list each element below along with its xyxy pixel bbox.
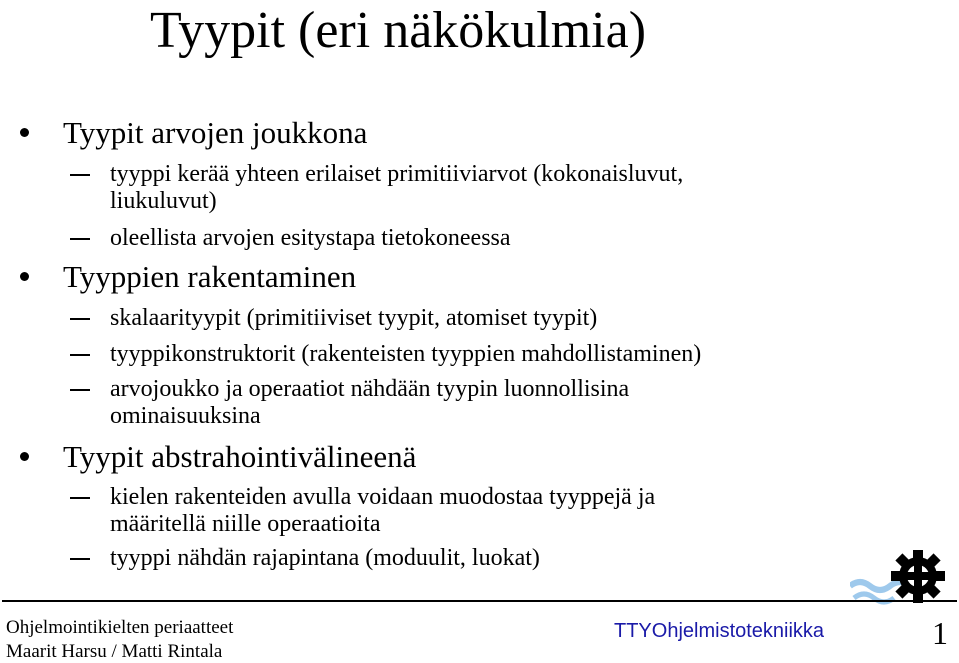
slide-footer xyxy=(0,600,959,662)
section-heading: Tyypit arvojen joukkona xyxy=(63,115,368,150)
list-item-line: tyyppi nähdän rajapintana (moduulit, luokat) xyxy=(110,545,540,571)
list-item-line: arvojoukko ja operaatiot nähdään tyypin luonnollisina xyxy=(110,376,630,402)
dash-icon xyxy=(70,318,90,320)
course-name: Ohjelmointikielten periaatteet xyxy=(6,617,234,638)
dash-icon xyxy=(70,389,90,391)
bullet-icon xyxy=(20,452,29,461)
section-heading: Tyyppien rakentaminen xyxy=(63,259,357,294)
dash-icon xyxy=(70,174,90,176)
list-item-line: oleellista arvojen esitystapa tietokoneessa xyxy=(110,225,511,251)
dash-icon xyxy=(70,354,90,356)
bullet-icon xyxy=(20,272,29,281)
slide-title: Tyypit (eri näkökulmia) xyxy=(150,2,647,59)
list-item-line: määritellä niille operaatioita xyxy=(110,511,381,537)
bullet-icon xyxy=(20,128,29,137)
list-item-line: ominaisuuksina xyxy=(110,403,261,429)
list-item-line: kielen rakenteiden avulla voidaan muodostaa tyyppejä ja xyxy=(110,484,656,510)
department-name: TTYOhjelmistotekniikka xyxy=(614,620,825,642)
page-number: 1 xyxy=(932,615,948,651)
author-names: Maarit Harsu / Matti Rintala xyxy=(6,641,223,662)
list-item-line: tyyppi kerää yhteen erilaiset primitiiviarvot (kokonaisluvut, xyxy=(110,161,684,187)
footer-divider xyxy=(2,600,957,602)
list-item-line: skalaarityypit (primitiiviset tyypit, atomiset tyypit) xyxy=(110,305,598,331)
dash-icon xyxy=(70,238,90,240)
dash-icon xyxy=(70,497,90,499)
section-heading: Tyypit abstrahointivälineenä xyxy=(63,439,417,474)
list-item-line: liukuluvut) xyxy=(110,188,217,214)
logo-gear xyxy=(891,550,945,603)
dash-icon xyxy=(70,558,90,560)
list-item-line: tyyppikonstruktorit (rakenteisten tyyppien mahdollistaminen) xyxy=(110,341,702,367)
